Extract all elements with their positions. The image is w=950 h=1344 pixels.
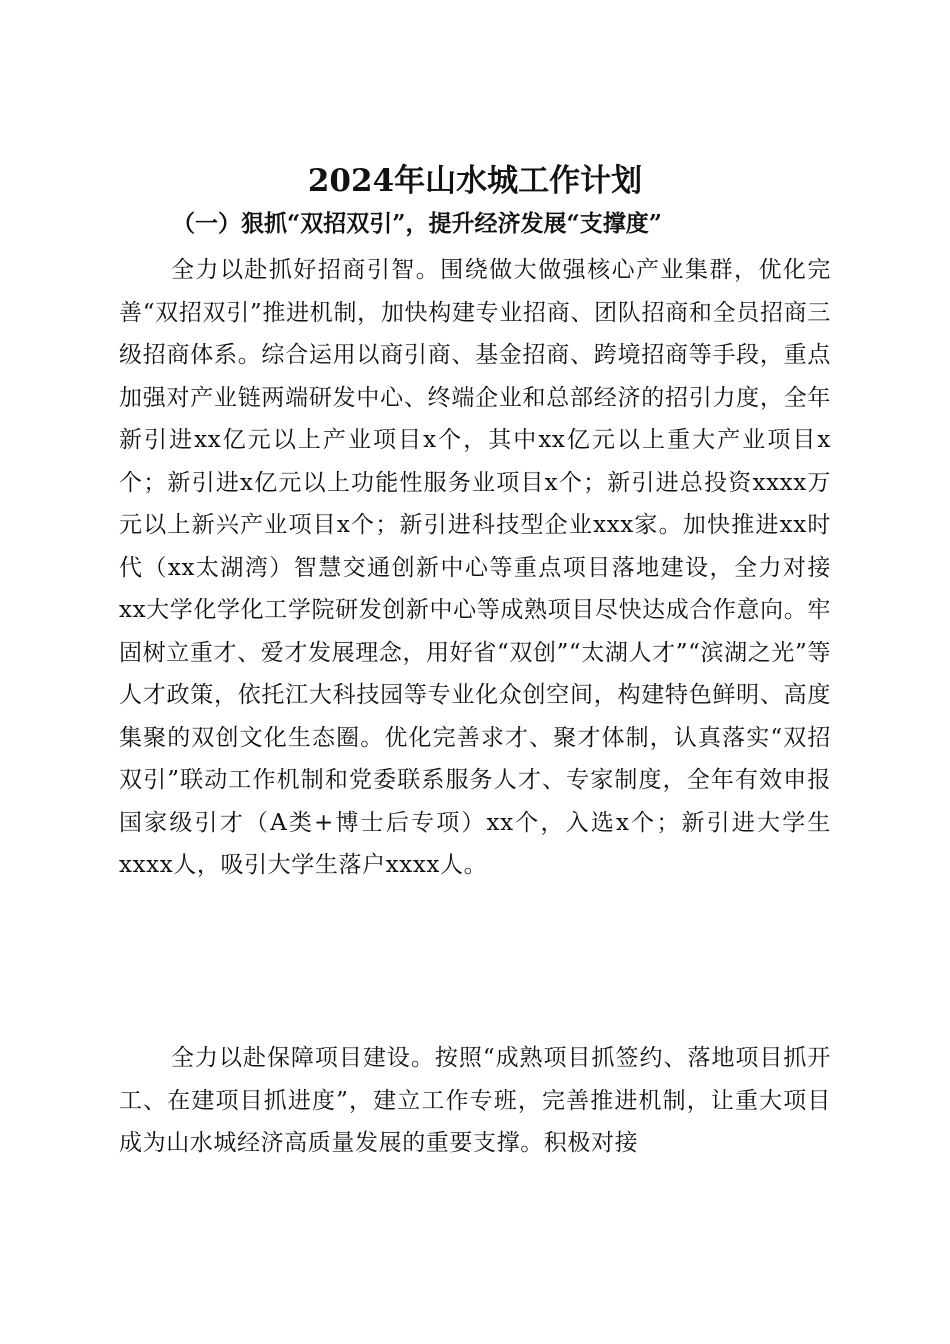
section-heading: （一）狠抓“双招双引”，提升经济发展“支撑度” (172, 210, 662, 237)
paragraph-project-construction: 全力以赴保障项目建设。按照“成熟项目抓签约、落地项目抓开工、在建项目抓进度”，建立工作专班，完善推进机制，让重大项目成为山水城经济高质量发展的重要支撑。积极对接 (119, 1045, 831, 1156)
document-title: 2024年山水城工作计划 (307, 162, 643, 199)
paragraph-investment: 全力以赴抓好招商引智。围绕做大做强核心产业集群，优化完善“双招双引”推进机制，加快构建专业招商、团队招商和全员招商三级招商体系。综合运用以商引商、基金招商、跨境招商等手段，重点加强对产业链两端研发中心、终端企业和总部经济的招引力度，全年新引进xx亿元以上产业项目x个，其中xx亿元以上重大产业项目x个；新引进x亿元以上功能性服务业项目x个；新引进总投资xxxx万元以上新兴产业项目x个；新引进科技型企业xxx家。加快推进xx时代（xx太湖湾）智慧交通创新中心等重点项目落地建设，全力对接xx大学化学化工学院研发创新中心等成熟项目尽快达成合作意向。牢固树立重才、爱才发展理念，用好省“双创”“太湖人才”“滨湖之光”等人才政策，依托江大科技园等专业化众创空间，构建特色鲜明、高度集聚的双创文化生态圈。优化完善求才、聚才体制，认真落实“双招双引”联动工作机制和党委联系服务人才、专家制度，全年有效申报国家级引才（A类+博士后专项）xx个，入选x个；新引进大学生xxxx人，吸引大学生落户xxxx人。 (119, 257, 831, 878)
